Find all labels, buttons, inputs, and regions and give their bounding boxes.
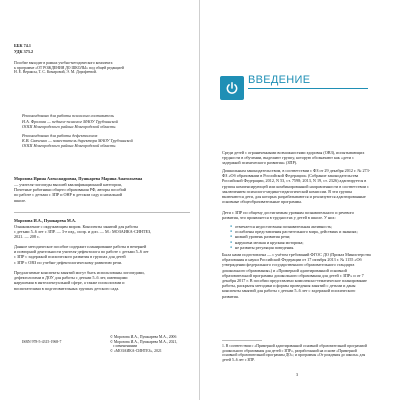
description-2: Предлагаемые конспекты занятий могут быть использованы логопедами, дефектологами в ДОУ для работы с детьми 5–6 лет, имеющими нарушения в интеллектуальной сфере, а также психологами и воспитателями в подготовительных группах детского сада. [14,270,145,291]
traits-list [230,224,370,250]
footnote-rule [222,340,262,341]
bib-title: Морозова И.А., Пушкарева М.А. [14,218,76,223]
section-heading: ВВЕДЕНИЕ [248,74,311,86]
intro-paragraph-2: Дошкольным законодательством, в соответствии с ФЗ от 29 декабря 2012 г. № 273-ФЗ «Об образовании в Российской Федерации» (Собрание законодательства Российской Федерации, 2012, N 53, ст. 7598; 2013, N 19, ст. 2326) адаптируется в группы компенсирующей или комбинированной направленности в соответствии с заключением психолого-медико-педагогической комиссии. В эти группы включаются дети, для которых разрабатываются и реализуются адаптированные основные общеобразовательные программы. [222,168,371,205]
list-item: ● ослаблены представления растительного мира, действиях и знаниях; [230,229,370,234]
footnote: 1. В соответствии с «Примерной адаптированной основной образовательной программой дошкольного образования для детей с ЗПР», разработанной на основе «Примерной основной образовательной программы ДО»; и программы «От рождения до школы» для детей 5–6 лет с ЗПР. [222,344,368,362]
heading-rule [248,88,368,89]
list-item: ● отмечается недостаточная познавательная активность; [230,224,370,229]
intro-paragraph-1: Среди детей с ограниченными возможностями здоровья (ОВЗ), испытывающих трудности в обучении, выделяют группу, которую обозначают как «дети с задержкой психического развития» (ЗПР). [222,150,366,166]
divider [14,212,190,213]
authors-summary-text: — учителя-логопеды высшей квалификационной категории, Почетные работники общего образования РФ, авторы пособий по работе с детьми с ЗПР и ОНР в детском саду и начальной школе. [14,182,126,203]
reviewer-2: Рекомендовано для работы дефектологов К.В. Савченко — заместитель директора МАОУ Трубчинской ООШ Новгородского района Новгородской области. [22,133,133,149]
copyright: © Морозова И.А., Пушкарева М.А., 2006 © Морозова И.А., Пушкарева М.А., 2021, с изменениями © «МОЗАИКА-СИНТЕЗ», 2021 [110,335,178,353]
reviewers-label: Рекомендовано для работы психолога составитель [22,113,114,118]
list-item: ● нарушена мелкая и крупная моторика; [230,240,370,245]
reviewer-1: Н.А. Фролова — педагог-психолог МАОУ Трубчинской ООШ Новгородского района Новгородской области. [22,119,118,130]
description-1: Данное методическое пособие содержит планирование работы в вечерней и повторной деятельности учителя-дефектолога по работе с детьми 5–6 лет с ЗПР с задержкой психического развития в группах для детей с ЗПР с ОВЗ по учебно-дефектологическому развитию речи. [14,244,149,265]
intro-paragraph-3: Дети с ЗПР по общему достигаемым уровням познавательного и речевого развития, что проявляется в трудностях у детей в школе. У них: [222,210,356,221]
list-item: ● не развиты регуляция поведения. [230,245,370,250]
isbn: ISBN 978-5-4315-1968-7 [22,340,62,344]
power-icon [220,76,244,100]
list-item: ● низкий уровень развития речи; [230,234,370,239]
authors-summary-title: Морозова Ирина Александровна, Пушкарева Марина Анатольевна [14,176,143,181]
page-number: 3 [296,372,299,377]
bbk-code: ББК 74.1 [14,43,31,48]
bib-text: Ознакомление с окружающим миром. Конспекты занятий для работы с детьми 5–6 лет с ЗПР. — 3-е изд., испр. и доп. — М.: МОЗАИКА-СИНТЕЗ, 2021. — 208 с. [14,224,152,240]
udk-code: УДК 373.2 [14,49,34,54]
intro-note: Пособие выходит в рамках учебно-методического комплекта к программе «ОТ РОЖДЕНИЯ ДО ШКОЛЫ» под общей редакцией Н. Е. Вераксы, Т. С. Комаровой, Э. М. Дорофеевой. [14,61,124,75]
intro-paragraph-4: Была нами подготовлена — с учётом требований ФГОС ДО (Приказ Министерства образования и науки Российской Федерации от 17 октября 2013 г. № 1155 «Об утверждении федерального государственного образовательного стандарта дошкольного образования») и «Примерной адаптированной основной образовательной программы дошкольного образования для детей с ЗПР» и от 7 декабря 2017 г. В пособии представлено комплексно-тематическое планирование работы, раскрыты методики и формы проведения занятий с детьми и даны конспекты занятий для работы с детьми 5–6 лет с задержкой психического развития. [222,252,372,299]
